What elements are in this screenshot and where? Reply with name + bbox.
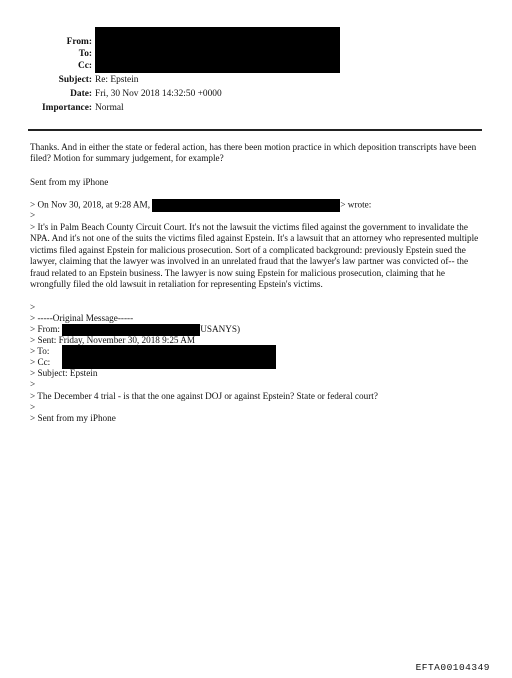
date-label: Date: <box>70 89 92 99</box>
reply-paragraph: Thanks. And in either the state or federal action, has there been motion practice in which deposition transcripts have been filed? Motion for summary judgement, for example? <box>30 142 477 164</box>
quote-intro <box>30 199 371 212</box>
quote-gt-line: > <box>30 302 36 312</box>
quote-intro-wrote: > wrote: <box>340 199 372 210</box>
original-message-divider: > -----Original Message----- <box>30 313 134 323</box>
header-subject-row <box>0 74 512 86</box>
document-id-stamp: EFTA00104349 <box>415 662 490 673</box>
quote-intro-text: > On Nov 30, 2018, at 9:28 AM, <box>30 199 151 210</box>
importance-value: Normal <box>95 103 124 113</box>
original-sent: > Sent: Friday, November 30, 2018 9:25 AM <box>30 335 196 345</box>
importance-label: Importance: <box>42 103 92 113</box>
header-date-row <box>0 88 512 100</box>
original-question: > The December 4 trial - is that the one against DOJ or against Epstein? State or federal court? <box>30 391 378 401</box>
date-value: Fri, 30 Nov 2018 14:32:50 +0000 <box>95 89 222 99</box>
to-label: To: <box>78 49 92 59</box>
sender-redaction <box>152 199 340 212</box>
quote-paragraph: > It's in Palm Beach County Circuit Court. It's not the lawsuit the victims filed against the government to invalidate the NPA. And it's not one of the suits the victims filed against Epstein. It's a lawsuit that an attorney who represented multiple victims filed against Epstein for malicious prosecution. Sort of a complicated background: previously Epstein sued the lawyer, claiming that the lawyer was involved in an unrelated fraud that the lawyer's law partner was convicted of-- the fraud related to an Epstein business. The lawyer is now suing Epstein for malicious prosecution, claiming that he wrongfully filed the old lawsuit in retaliation for representing Epstein's victims. <box>30 222 479 290</box>
header-importance-row <box>0 102 512 114</box>
original-cc: > Cc: <box>30 357 51 367</box>
quote-gt-line: > <box>30 402 36 412</box>
quote-gt-line: > <box>30 379 36 389</box>
cc-label: Cc: <box>77 61 92 71</box>
subject-label: Subject: <box>58 75 92 85</box>
quote-gt-line: > <box>30 210 36 220</box>
original-subject: > Subject: Epstein <box>30 368 98 378</box>
original-from-org: USANYS) <box>200 324 241 335</box>
reply-signature: Sent from my iPhone <box>30 177 109 187</box>
original-to: > To: <box>30 346 50 356</box>
from-label: From: <box>66 37 92 47</box>
header-redaction-block <box>95 27 340 73</box>
header-divider <box>28 129 482 131</box>
original-to-cc-redaction <box>62 345 276 369</box>
original-signature: > Sent from my iPhone <box>30 413 116 423</box>
original-from-label: > From: <box>30 324 60 335</box>
subject-value: Re: Epstein <box>95 75 139 85</box>
